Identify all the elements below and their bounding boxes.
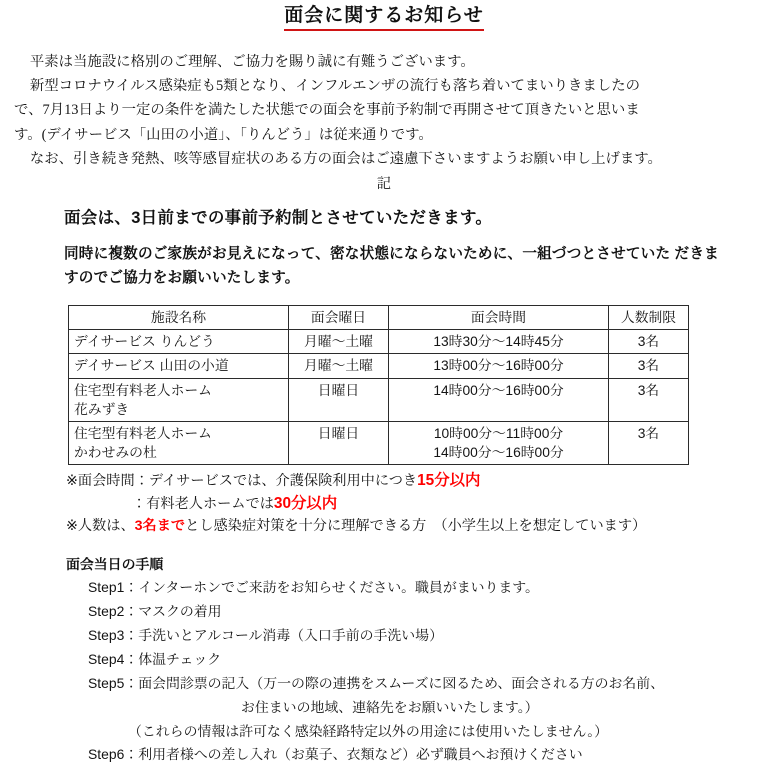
cell-facility-name xyxy=(69,330,289,354)
intro-paragraph-2-line-3: す。(デイサービス「山田の小道」、「りんどう」は従来通りです。 xyxy=(14,126,433,143)
facility-name-line: 住宅型有料老人ホーム xyxy=(74,382,212,398)
step-5-continuation: お住まいの地域、連絡先をお願いいたします。） xyxy=(241,698,539,715)
cell-person-limit: 3名 xyxy=(609,330,689,354)
cell-facility-name xyxy=(69,421,289,464)
steps-heading: 面会当日の手順 xyxy=(66,556,164,573)
note-person-count xyxy=(66,516,768,538)
step-item-4: Step4：体温チェック xyxy=(88,650,222,667)
header-person-limit: 人数制限 xyxy=(609,306,689,330)
note-2-emphasis: 30分以内 xyxy=(273,495,338,513)
step-item-6: Step6：利用者様への差し入れ（お菓子、衣類など）必ず職員へお預けください xyxy=(88,746,583,763)
note-visiting-duration xyxy=(66,469,768,493)
table-row xyxy=(69,354,689,378)
cell-person-limit: 3名 xyxy=(609,378,689,421)
visiting-time-line: 10時00分～11時00分 xyxy=(433,425,564,441)
table-row xyxy=(69,330,689,354)
header-visiting-time: 面会時間 xyxy=(389,306,609,330)
facility-name-line: デイサービス 山田の小道 xyxy=(74,358,229,374)
cell-visiting-day: 日曜日 xyxy=(289,421,389,464)
cell-visiting-time xyxy=(389,354,609,378)
title-container xyxy=(0,0,768,31)
cell-visiting-time xyxy=(389,330,609,354)
table-row xyxy=(69,378,689,421)
page-title: 面会に関するお知らせ xyxy=(284,4,483,31)
intro-paragraph-1: 平素は当施設に格別のご理解、ご協力を賜り誠に有難うございます。 xyxy=(29,53,475,70)
table-header-row xyxy=(69,306,689,330)
table-body xyxy=(69,330,689,464)
cell-visiting-time xyxy=(389,421,609,464)
intro-paragraph-3: なお、引き続き発熱、咳等感冒症状のある方の面会はご遠慮下さいますようお願い申し上げます。 xyxy=(29,151,662,168)
intro-body xyxy=(0,31,768,172)
cell-person-limit: 3名 xyxy=(609,421,689,464)
intro-paragraph-2-line-2: で、7月13日より一定の条件を満たした状態での面会を事前予約制で再開させて頂きたいと思いま xyxy=(14,102,640,119)
cell-facility-name xyxy=(69,354,289,378)
step-item-3: Step3：手洗いとアルコール消毒（入口手前の手洗い場） xyxy=(88,627,443,644)
visiting-schedule-table xyxy=(68,305,689,464)
note-3-suffix: とし感染症対策を十分に理解できる方 （小学生以上を想定しています） xyxy=(185,517,647,534)
table-row xyxy=(69,421,689,464)
table-head xyxy=(69,306,689,330)
notes-section xyxy=(0,465,768,538)
schedule-table-container xyxy=(0,290,768,464)
privacy-note: （これらの情報は許可なく感染経路特定以外の用途には使用いたしません。） xyxy=(128,722,609,739)
note-1-emphasis: 15分以内 xyxy=(417,471,481,489)
cell-visiting-day: 月曜～土曜 xyxy=(289,330,389,354)
visiting-time-line: 14時00分～16時00分 xyxy=(433,382,564,398)
note-3-emphasis: 3名まで xyxy=(134,517,186,534)
facility-name-line: かわせみの杜 xyxy=(74,444,157,460)
facility-name-line: 住宅型有料老人ホーム xyxy=(74,425,212,441)
group-policy-line-1: 同時に複数のご家族がお見えになって、密な状態にならないために、一組づつとさせていた xyxy=(64,246,671,263)
note-2-prefix: ：有料老人ホームでは xyxy=(132,496,274,513)
cell-visiting-day: 日曜日 xyxy=(289,378,389,421)
cell-visiting-time xyxy=(389,378,609,421)
group-policy-text xyxy=(0,243,768,290)
step-item-1: Step1：インターホンでご来訪をお知らせください。職員がまいります。 xyxy=(88,579,539,596)
reservation-heading: 面会は、3日前までの事前予約制とさせていただきます。 xyxy=(64,209,493,228)
note-1-prefix: ※面会時間：デイサービスでは、介護保険利用中につき xyxy=(66,472,418,489)
step-item-2: Step2：マスクの着用 xyxy=(88,603,222,620)
cell-person-limit: 3名 xyxy=(609,354,689,378)
steps-section xyxy=(0,537,768,765)
step-item-5: Step5：面会問診票の記入（万一の際の連携をスムーズに図るため、面会される方のお名前、 xyxy=(88,674,665,691)
note-3-prefix: ※人数は、 xyxy=(66,517,135,534)
header-visiting-day: 面会曜日 xyxy=(289,306,389,330)
visiting-time-line: 14時00分～16時00分 xyxy=(433,444,564,460)
visiting-time-line: 13時30分～14時45分 xyxy=(433,334,564,350)
facility-name-line: デイサービス りんどう xyxy=(74,334,215,350)
cell-visiting-day: 月曜～土曜 xyxy=(289,354,389,378)
cell-facility-name xyxy=(69,378,289,421)
header-facility-name: 施設名称 xyxy=(69,306,289,330)
group-policy-line-2: だきますのでご協力をお願いいたします。 xyxy=(64,246,719,286)
note-paid-home-duration xyxy=(66,492,768,516)
facility-name-line: 花みずき xyxy=(74,401,130,417)
ki-marker: 記 xyxy=(376,176,392,193)
visiting-time-line: 13時00分～16時00分 xyxy=(433,358,564,374)
intro-paragraph-2-line-1: 新型コロナウイルス感染症も5類となり、インフルエンザの流行も落ち着いてまいりきましたの xyxy=(29,78,640,95)
